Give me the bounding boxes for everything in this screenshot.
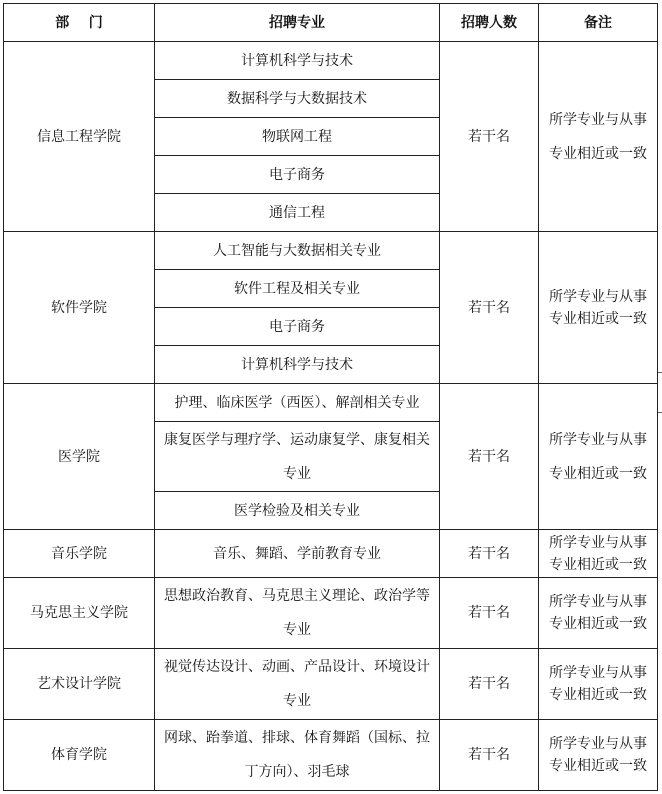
page-edge-mark	[658, 412, 662, 413]
major-cell: 软件工程及相关专业	[155, 270, 440, 308]
major-cell: 物联网工程	[155, 118, 440, 156]
count-cell: 若干名	[440, 384, 539, 530]
dept-cell: 医学院	[4, 384, 155, 530]
major-cell: 计算机科学与技术	[155, 42, 440, 80]
table-row	[4, 42, 658, 80]
major-cell: 电子商务	[155, 156, 440, 194]
major-cell: 视觉传达设计、动画、产品设计、环境设计专业	[155, 649, 440, 720]
header-major: 招聘专业	[155, 4, 440, 42]
note-cell: 所学专业与从事专业相近或一致	[539, 578, 658, 649]
major-cell: 康复医学与理疗学、运动康复学、康复相关专业	[155, 422, 440, 492]
header-count: 招聘人数	[440, 4, 539, 42]
major-cell: 计算机科学与技术	[155, 346, 440, 384]
major-cell: 电子商务	[155, 308, 440, 346]
dept-cell: 马克思主义学院	[4, 578, 155, 649]
header-note: 备注	[539, 4, 658, 42]
count-cell: 若干名	[440, 649, 539, 720]
major-cell: 人工智能与大数据相关专业	[155, 232, 440, 270]
major-cell: 护理、临床医学（西医）、解剖相关专业	[155, 384, 440, 422]
header-row	[4, 4, 658, 42]
count-cell: 若干名	[440, 232, 539, 384]
note-cell: 所学专业与从事专业相近或一致	[539, 720, 658, 791]
dept-cell: 艺术设计学院	[4, 649, 155, 720]
note-cell: 所学专业与从事专业相近或一致	[539, 649, 658, 720]
header-dept: 部 门	[4, 4, 155, 42]
major-cell: 数据科学与大数据技术	[155, 80, 440, 118]
page-edge-mark	[658, 372, 662, 373]
count-cell: 若干名	[440, 578, 539, 649]
major-cell: 思想政治教育、马克思主义理论、政治学等专业	[155, 578, 440, 649]
dept-cell: 音乐学院	[4, 530, 155, 578]
recruitment-table	[3, 3, 658, 791]
table-row	[4, 384, 658, 422]
note-cell: 所学专业与从事专业相近或一致	[539, 42, 658, 232]
table-row	[4, 649, 658, 720]
note-cell: 所学专业与从事专业相近或一致	[539, 384, 658, 530]
table-row	[4, 232, 658, 270]
dept-cell: 软件学院	[4, 232, 155, 384]
count-cell: 若干名	[440, 42, 539, 232]
major-cell: 通信工程	[155, 194, 440, 232]
table-row	[4, 578, 658, 649]
count-cell: 若干名	[440, 720, 539, 791]
note-cell: 所学专业与从事专业相近或一致	[539, 530, 658, 578]
major-cell: 网球、跆拳道、排球、体育舞蹈（国标、拉丁方向）、羽毛球	[155, 720, 440, 791]
table-row	[4, 720, 658, 791]
note-cell: 所学专业与从事专业相近或一致	[539, 232, 658, 384]
major-cell: 音乐、舞蹈、学前教育专业	[155, 530, 440, 578]
dept-cell: 体育学院	[4, 720, 155, 791]
major-cell: 医学检验及相关专业	[155, 492, 440, 530]
dept-cell: 信息工程学院	[4, 42, 155, 232]
count-cell: 若干名	[440, 530, 539, 578]
table-row	[4, 530, 658, 578]
